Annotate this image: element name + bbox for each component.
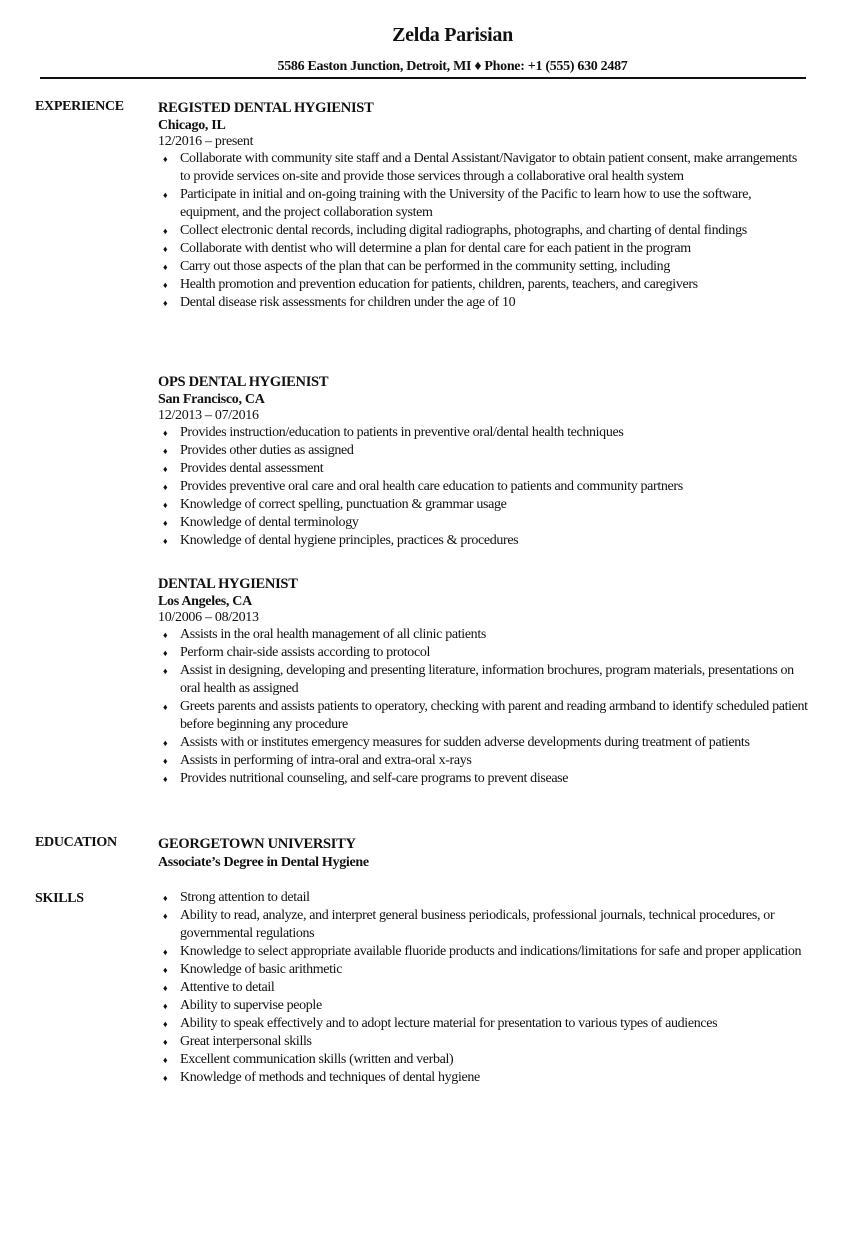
bullet-icon: ♦ [163,244,168,254]
bullet-text: Strong attention to detail [180,890,310,905]
section-label-experience: EXPERIENCE [35,99,124,114]
job-bullets [158,424,808,550]
bullet-icon: ♦ [163,1019,168,1029]
bullet-icon: ♦ [163,154,168,164]
bullet-icon: ♦ [163,738,168,748]
job-title: REGISTED DENTAL HYGIENIST [158,100,374,116]
bullet-item [158,943,808,961]
contact-line: 5586 Easton Junction, Detroit, MI ♦ Phone: +1 (555) 630 2487 [277,59,628,74]
bullet-text: Provides nutritional counseling, and self-care programs to prevent disease [180,771,569,786]
bullet-icon: ♦ [163,666,168,676]
bullet-item [158,1015,808,1033]
bullet-icon: ♦ [163,500,168,510]
job-dates: 10/2006 – 08/2013 [158,610,259,625]
header-divider [40,77,806,79]
bullet-item [158,698,808,734]
bullet-item [158,734,808,752]
bullet-icon: ♦ [163,262,168,272]
bullet-icon: ♦ [163,983,168,993]
bullet-item [158,424,808,442]
education-degree: Associate’s Degree in Dental Hygiene [158,855,369,870]
bullet-icon: ♦ [163,428,168,438]
job-title: DENTAL HYGIENIST [158,576,298,592]
bullet-icon: ♦ [163,648,168,658]
bullet-icon: ♦ [163,774,168,784]
section-label-skills: SKILLS [35,891,84,906]
bullet-item [158,752,808,770]
skills-list [158,889,808,1087]
bullet-icon: ♦ [163,756,168,766]
bullet-icon: ♦ [163,1055,168,1065]
bullet-text: Greets parents and assists patients to operatory, checking with parent and reading armband to identify scheduled patient before beginning any procedure [180,699,808,732]
bullet-icon: ♦ [163,536,168,546]
job-bullets [158,150,808,312]
bullet-icon: ♦ [163,298,168,308]
bullet-text: Attentive to detail [180,980,275,995]
bullet-item [158,240,808,258]
bullet-icon: ♦ [163,965,168,975]
bullet-text: Knowledge of correct spelling, punctuation & grammar usage [180,497,507,512]
bullet-item [158,276,808,294]
job-dates: 12/2013 – 07/2016 [158,408,259,423]
bullet-text: Knowledge of dental hygiene principles, practices & procedures [180,533,519,548]
bullet-icon: ♦ [163,482,168,492]
bullet-icon: ♦ [163,280,168,290]
bullet-item [158,514,808,532]
job-entry [158,373,808,550]
bullet-text: Knowledge of dental terminology [180,515,359,530]
job-entry [158,99,808,312]
bullet-icon: ♦ [163,1001,168,1011]
bullet-item [158,186,808,222]
bullet-icon: ♦ [163,446,168,456]
bullet-item [158,961,808,979]
job-title: OPS DENTAL HYGIENIST [158,374,329,390]
bullet-item [158,294,808,312]
bullet-icon: ♦ [163,518,168,528]
bullet-text: Knowledge of basic arithmetic [180,962,343,977]
bullet-text: Perform chair-side assists according to protocol [180,645,431,660]
job-dates: 12/2016 – present [158,134,254,149]
bullet-text: Knowledge to select appropriate available fluoride products and indications/limitations for safe and proper application [180,944,802,959]
education-entry [158,835,808,873]
bullet-icon: ♦ [163,947,168,957]
bullet-item [158,907,808,943]
bullet-item [158,662,808,698]
bullet-text: Health promotion and prevention education for patients, children, parents, teachers, and caregivers [180,277,698,292]
bullet-item [158,478,808,496]
job-location: Los Angeles, CA [158,594,252,609]
bullet-item [158,150,808,186]
job-entry [158,575,808,788]
bullet-text: Provides preventive oral care and oral health care education to patients and community partners [180,479,683,494]
bullet-item [158,644,808,662]
bullet-item [158,460,808,478]
bullet-text: Collaborate with dentist who will determine a plan for dental care for each patient in the program [180,241,691,256]
job-location: Chicago, IL [158,118,226,133]
bullet-item [158,889,808,907]
bullet-text: Participate in initial and on-going training with the University of the Pacific to learn how to use the software, equipment, and the project collaboration system [180,187,752,220]
bullet-text: Ability to read, analyze, and interpret general business periodicals, professional journals, technical procedures, or governmental regulations [180,908,775,941]
bullet-item [158,222,808,240]
bullet-text: Ability to speak effectively and to adopt lecture material for presentation to various types of audiences [180,1016,718,1031]
bullet-item [158,1051,808,1069]
bullet-item [158,442,808,460]
bullet-text: Excellent communication skills (written and verbal) [180,1052,454,1067]
bullet-text: Provides dental assessment [180,461,324,476]
bullet-item [158,258,808,276]
bullet-item [158,979,808,997]
bullet-item [158,626,808,644]
bullet-icon: ♦ [163,464,168,474]
bullet-text: Assists with or institutes emergency measures for sudden adverse developments during treatment of patients [180,735,750,750]
bullet-item [158,532,808,550]
bullet-item [158,1033,808,1051]
bullet-text: Knowledge of methods and techniques of dental hygiene [180,1070,480,1085]
bullet-text: Assist in designing, developing and presenting literature, information brochures, program materials, presentations on oral health as assigned [180,663,794,696]
bullet-item [158,496,808,514]
education-school: GEORGETOWN UNIVERSITY [158,836,356,852]
bullet-item [158,997,808,1015]
bullet-icon: ♦ [163,911,168,921]
bullet-text: Great interpersonal skills [180,1034,312,1049]
bullet-icon: ♦ [163,702,168,712]
bullet-icon: ♦ [163,226,168,236]
bullet-text: Carry out those aspects of the plan that can be performed in the community setting, including [180,259,670,274]
bullet-text: Assists in performing of intra-oral and extra-oral x-rays [180,753,472,768]
bullet-item [158,770,808,788]
bullet-icon: ♦ [163,1073,168,1083]
bullet-icon: ♦ [163,893,168,903]
bullet-text: Assists in the oral health management of all clinic patients [180,627,486,642]
bullet-icon: ♦ [163,630,168,640]
bullet-text: Dental disease risk assessments for children under the age of 10 [180,295,516,310]
bullet-text: Collaborate with community site staff and a Dental Assistant/Navigator to obtain patient consent, make arrangements to provide services on-site and provide those services through a collaborative oral health system [180,151,797,184]
bullet-item [158,1069,808,1087]
bullet-text: Ability to supervise people [180,998,322,1013]
section-label-education: EDUCATION [35,835,117,850]
bullet-text: Collect electronic dental records, including digital radiographs, photographs, and charting of dental findings [180,223,747,238]
bullet-text: Provides instruction/education to patients in preventive oral/dental health techniques [180,425,624,440]
candidate-name: Zelda Parisian [392,24,513,46]
bullet-icon: ♦ [163,1037,168,1047]
bullet-icon: ♦ [163,190,168,200]
bullet-text: Provides other duties as assigned [180,443,354,458]
job-location: San Francisco, CA [158,392,265,407]
skills-entry [158,889,808,1087]
job-bullets [158,626,808,788]
